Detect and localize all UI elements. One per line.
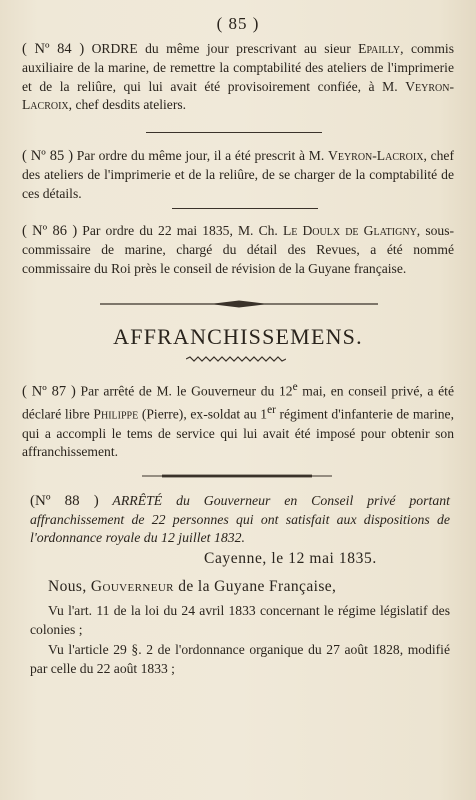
- entry-number: ( Nº 84 ): [22, 41, 85, 57]
- vu-clause-1: Vu l'art. 11 de la loi du 24 avril 1833 concernant le régime législatif des colonies ;: [30, 603, 450, 637]
- person-name: Veyron-Lacroix: [22, 78, 454, 113]
- page-number: ( 85 ): [216, 14, 260, 33]
- entry-87: ( Nº 87 ) Par arrêté de M. le Gouverneur du 12e mai, en conseil privé, a été déclaré libre Philippe (Pierre), ex-soldat au 1er régiment d'infanterie de marine, qui a accompli le tems de service qui lui avait été imposé pour obtenir son affranchissement.: [22, 381, 454, 460]
- entry-number: ( Nº 87 ): [22, 383, 76, 400]
- date-line: Cayenne, le 12 mai 1835.: [204, 550, 377, 567]
- wavy-ornament: [186, 356, 286, 362]
- separator-rule: [146, 132, 322, 133]
- ornamental-rule: [100, 299, 378, 309]
- entry-number: ( Nº 85 ): [22, 148, 74, 164]
- person-name: Philippe: [93, 406, 139, 422]
- person-name: Le Doulx de Glatigny: [282, 223, 417, 238]
- separator-rule: [172, 208, 318, 209]
- person-name: Epailly: [358, 41, 401, 56]
- entry-86: ( Nº 86 ) Par ordre du 22 mai 1835, M. Ch. Le Doulx de Glatigny, sous-commissaire de marine, chargé du détail des Revues, a été nommé commissaire du Roi près le conseil de révision de la Guyane française.: [22, 223, 455, 276]
- person-name: Veyron-Lacroix: [328, 148, 424, 163]
- entry-number: ( Nº 86 ): [22, 223, 78, 239]
- separator-rule-thick: [142, 473, 332, 479]
- entry-84: ( Nº 84 ) ORDRE du même jour prescrivant au sieur Epailly, commis auxiliaire de la marine, de remettre la comptabilité des ateliers de l'imprimerie et de la reliûre, qui lui avait été provisoirement confiée, à M. Veyron-Lacroix, chef desdits ateliers.: [22, 41, 455, 113]
- preamble-nous: Nous, Gouverneur de la Guyane Française,: [48, 578, 337, 595]
- entry-85: ( Nº 85 ) Par ordre du même jour, il a été prescrit à M. Veyron-Lacroix, chef des ateliers de l'imprimerie et de la reliûre, de se charger de la comptabilité de ces détails.: [22, 148, 454, 201]
- entry-88-caption: (Nº 88 ) ARRÊTÉ du Gouverneur en Conseil privé portant affranchissement de 22 personnes qui ont satisfait aux dispositions de l'ordonnance royale du 12 juillet 1832.: [30, 493, 450, 546]
- vu-clause-2: Vu l'article 29 §. 2 de l'ordonnance organique du 27 août 1828, modifié par celle du 22 août 1833 ;: [30, 642, 450, 676]
- section-heading: AFFRANCHISSEMENS.: [113, 324, 363, 349]
- entry-number: (Nº 88 ): [30, 493, 99, 509]
